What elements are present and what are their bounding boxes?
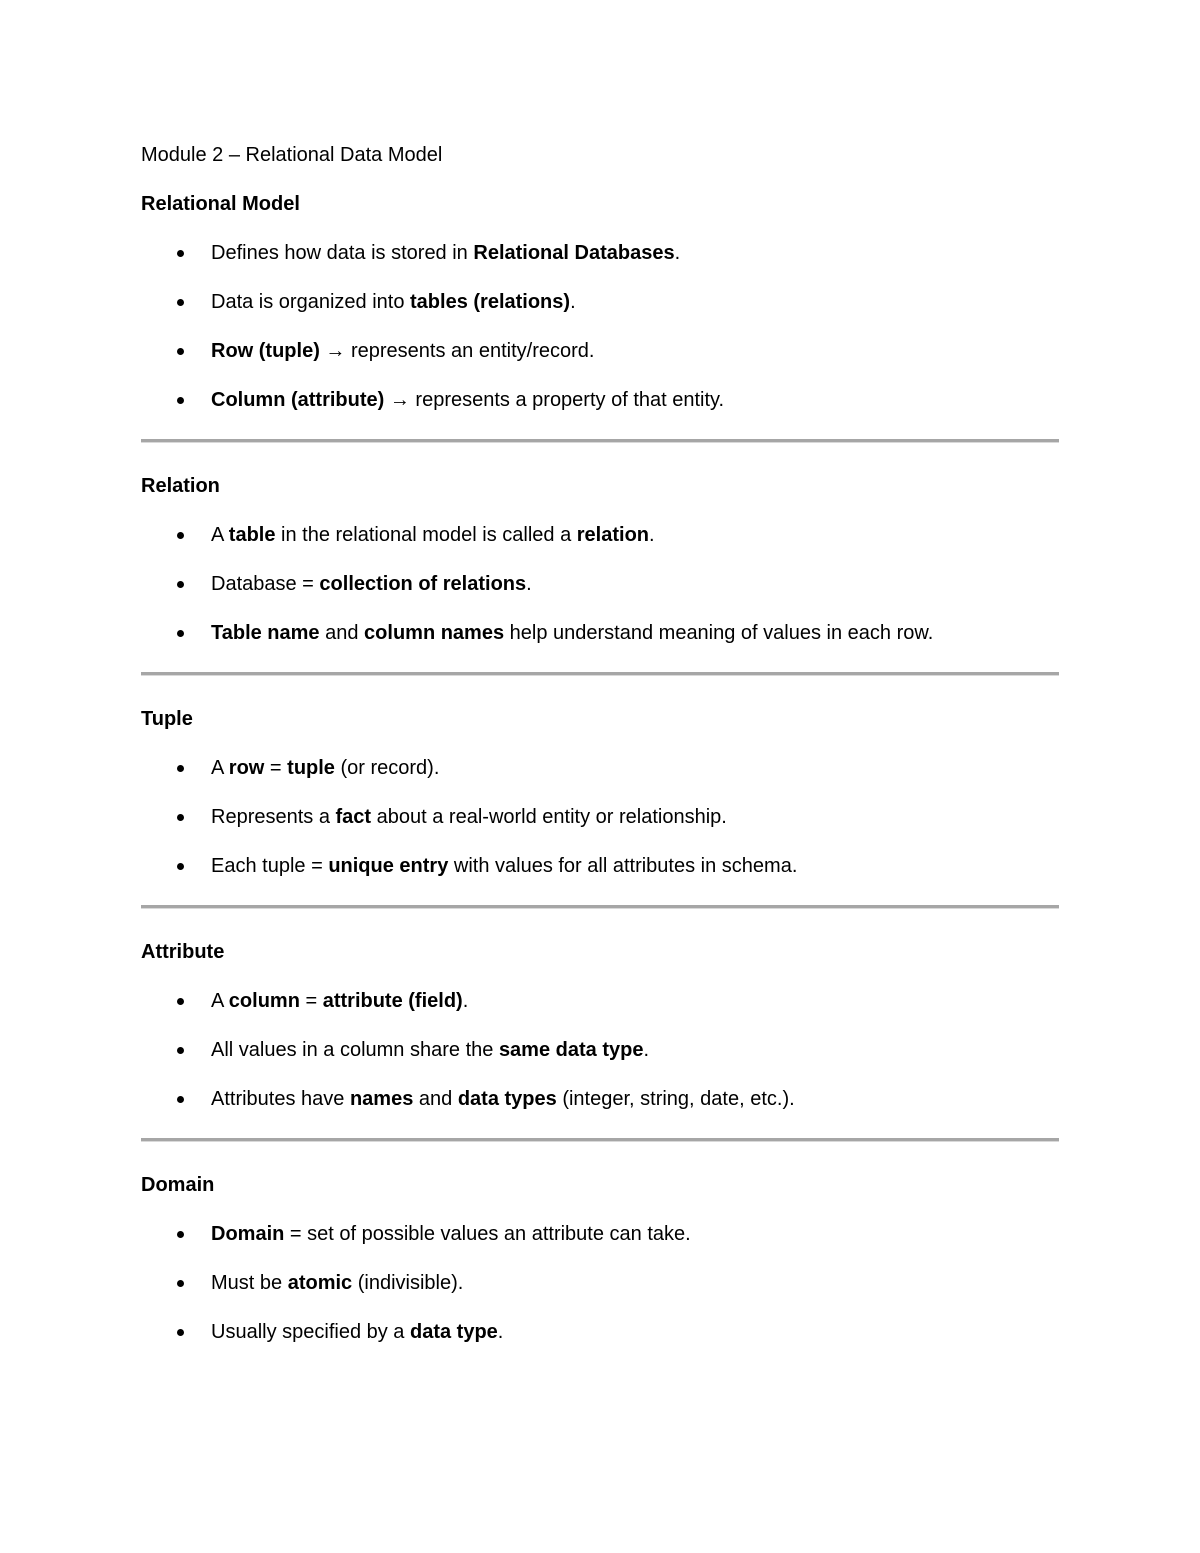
text-run: A (211, 990, 229, 1012)
bold-text: relation (576, 524, 650, 546)
text-run: = (299, 990, 323, 1012)
bold-text: row (228, 757, 265, 779)
bullet-list (141, 236, 1059, 417)
bullet-item (141, 383, 1059, 417)
bullet-item (141, 751, 1059, 785)
bold-text: column names (364, 622, 505, 644)
section-heading: Relational Model (141, 193, 300, 215)
text-run: All values in a column share the (211, 1039, 499, 1061)
bold-text: collection of relations (319, 573, 527, 595)
bullet-dot-icon (177, 1231, 184, 1238)
bold-text: Column (attribute) (211, 389, 385, 411)
text-run: Usually specified by a (211, 1321, 410, 1343)
bold-text: Row (tuple) (211, 340, 320, 362)
bullet-dot-icon (177, 299, 184, 306)
bullet-dot-icon (177, 998, 184, 1005)
bold-text: column (228, 990, 300, 1012)
bullet-item (141, 285, 1059, 319)
bullet-item (141, 334, 1059, 368)
section-heading: Domain (141, 1174, 215, 1196)
bullet-dot-icon (177, 1047, 184, 1054)
bullet-dot-icon (177, 397, 184, 404)
bullet-item (141, 518, 1059, 552)
bullet-item (141, 1033, 1059, 1067)
section-divider (141, 439, 1059, 443)
section-heading: Attribute (141, 941, 225, 963)
section-divider (141, 672, 1059, 676)
text-run: = (264, 757, 288, 779)
bullet-item (141, 236, 1059, 270)
text-run: Represents a (211, 806, 336, 828)
bullet-item (141, 1217, 1059, 1251)
text-run: Defines how data is stored in (211, 242, 474, 264)
bold-text: Relational Databases (473, 242, 675, 264)
text-run: → represents an entity/record. (319, 340, 595, 362)
document-page (141, 138, 1059, 1364)
text-run: . (526, 573, 532, 595)
text-run: about a real-world entity or relationship. (371, 806, 727, 828)
bullet-item (141, 1266, 1059, 1300)
text-run: (integer, string, date, etc.). (556, 1088, 795, 1110)
text-run: with values for all attributes in schema. (448, 855, 798, 877)
text-run: . (497, 1321, 504, 1343)
bullet-dot-icon (177, 348, 184, 355)
bold-text: Table name (211, 622, 320, 644)
bullet-dot-icon (177, 814, 184, 821)
text-run: . (649, 524, 655, 546)
bold-text: same data type (498, 1039, 644, 1061)
text-run: = set of possible values an attribute can take. (284, 1223, 691, 1245)
section-heading: Tuple (141, 708, 193, 730)
text-run: . (674, 242, 681, 264)
document-sections (141, 187, 1059, 1349)
bullet-dot-icon (177, 630, 184, 637)
text-run: . (570, 291, 576, 313)
bullet-list (141, 1217, 1059, 1349)
text-run: Each tuple = (211, 855, 329, 877)
text-run: Attributes have (211, 1088, 350, 1110)
section-divider (141, 1138, 1059, 1142)
text-run: → represents a property of that entity. (384, 389, 725, 411)
text-run: help understand meaning of values in each row. (504, 622, 934, 644)
text-run: and (319, 622, 365, 644)
bullet-item (141, 567, 1059, 601)
bold-text: attribute (field) (322, 990, 463, 1012)
text-run: . (462, 990, 469, 1012)
text-run: in the relational model is called a (275, 524, 577, 546)
text-run: A (211, 524, 229, 546)
document-title: Module 2 – Relational Data Model (141, 144, 443, 166)
bullet-item (141, 1315, 1059, 1349)
bold-text: fact (335, 806, 372, 828)
bold-text: tuple (287, 757, 335, 779)
text-run: (or record). (334, 757, 440, 779)
text-run: . (643, 1039, 650, 1061)
text-run: Data is organized into (211, 291, 411, 313)
bullet-list (141, 984, 1059, 1116)
bullet-dot-icon (177, 250, 184, 257)
text-run: Must be (211, 1272, 288, 1294)
bullet-item (141, 1082, 1059, 1116)
bold-text: table (228, 524, 276, 546)
bullet-dot-icon (177, 1329, 184, 1336)
text-run: Database = (211, 573, 320, 595)
bullet-dot-icon (177, 863, 184, 870)
bullet-dot-icon (177, 1280, 184, 1287)
bullet-list (141, 518, 1059, 650)
bold-text: data type (409, 1321, 498, 1343)
bullet-item (141, 800, 1059, 834)
bullet-dot-icon (177, 581, 184, 588)
bullet-list (141, 751, 1059, 883)
section-divider (141, 905, 1059, 909)
bullet-dot-icon (177, 532, 184, 539)
section-heading: Relation (141, 475, 220, 497)
bold-text: tables (relations) (410, 291, 571, 313)
bullet-dot-icon (177, 1096, 184, 1103)
text-run: A (211, 757, 229, 779)
bullet-item (141, 849, 1059, 883)
bullet-item (141, 984, 1059, 1018)
bullet-dot-icon (177, 765, 184, 772)
bold-text: atomic (287, 1272, 353, 1294)
bold-text: names (349, 1088, 414, 1110)
bold-text: unique entry (328, 855, 449, 877)
text-run: and (413, 1088, 458, 1110)
text-run: (indivisible). (352, 1272, 464, 1294)
bold-text: Domain (211, 1223, 285, 1245)
bold-text: data types (457, 1088, 557, 1110)
bullet-item (141, 616, 1059, 650)
